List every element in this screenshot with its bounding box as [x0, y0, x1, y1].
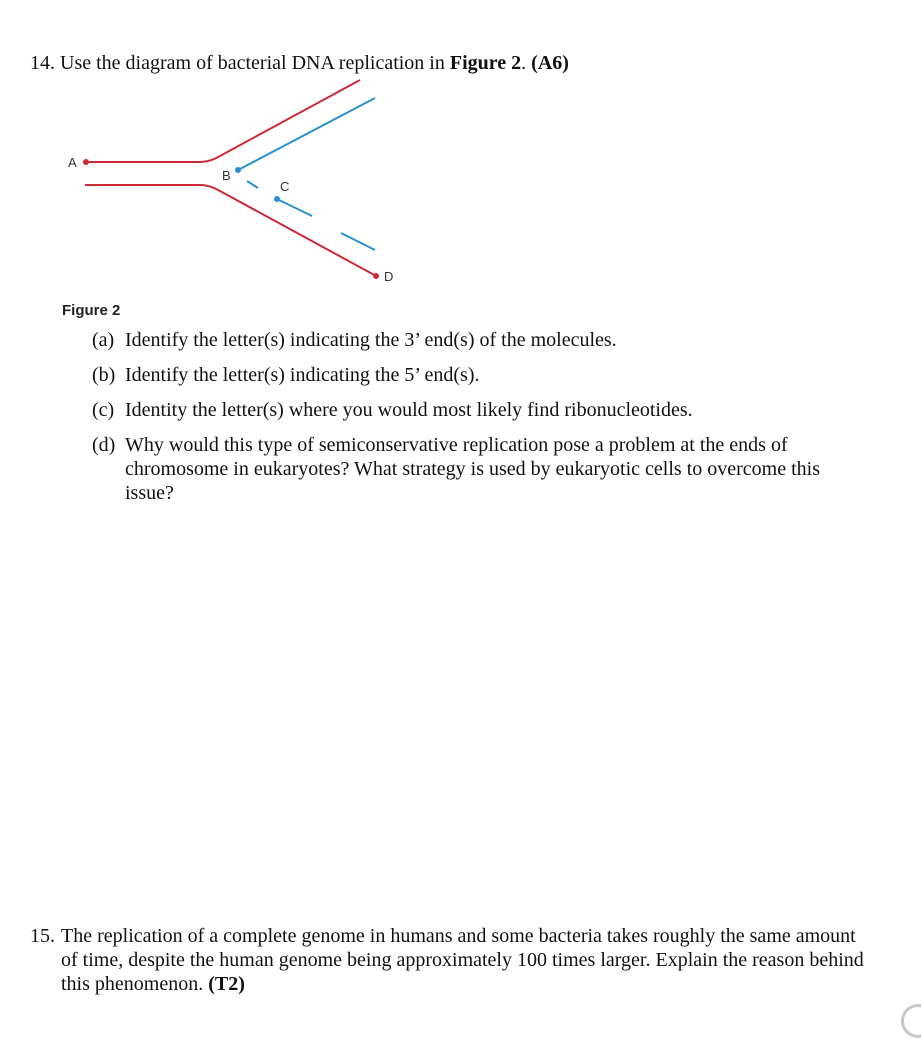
label-d: D [384, 269, 394, 284]
okazaki-fragment-1 [247, 181, 258, 188]
replication-fork-diagram [60, 70, 400, 295]
part-a-label: (a) [92, 329, 115, 351]
question-14-figure-ref: Figure 2 [449, 52, 522, 74]
figure-caption: Figure 2 [62, 302, 121, 319]
label-b: B [222, 168, 231, 183]
corner-circle-icon [901, 1004, 921, 1038]
parent-strand-top [88, 80, 360, 162]
question-14-code: (A6) [531, 52, 569, 74]
part-a-text: Identify the letter(s) indicating the 3’ end(s) of the molecules. [125, 329, 617, 351]
part-b [92, 363, 862, 387]
part-c [92, 398, 862, 422]
label-c: C [280, 179, 290, 194]
part-d-label: (d) [92, 434, 116, 456]
part-b-label: (b) [92, 364, 116, 386]
parent-strand-bottom [85, 185, 378, 277]
point-a-marker [83, 159, 89, 165]
question-14-number: 14. [30, 52, 55, 74]
part-c-label: (c) [92, 399, 115, 421]
point-d-marker [373, 273, 379, 279]
okazaki-fragment-2 [277, 199, 312, 216]
part-c-text: Identity the letter(s) where you would most likely find ribonucleotides. [125, 399, 693, 421]
question-14-period: . [521, 52, 527, 74]
part-d-text: Why would this type of semiconservative replication pose a problem at the ends of chromosome in eukaryotes? What strategy is used by eukaryotic cells to overcome this issue? [125, 434, 820, 504]
dna-replication-figure [60, 70, 400, 295]
okazaki-fragment-3 [341, 233, 375, 250]
question-15-code: (T2) [208, 973, 245, 995]
question-15 [30, 924, 870, 996]
label-a: A [68, 155, 77, 170]
question-15-text: The replication of a complete genome in humans and some bacteria takes roughly the same amount of time, despite the human genome being approximately 100 times larger. Explain the reason behind this phenomenon. [61, 925, 864, 995]
question-15-number: 15. [30, 925, 55, 947]
point-b-marker [235, 167, 241, 173]
question-14-text: Use the diagram of bacterial DNA replication in [60, 52, 445, 74]
part-b-text: Identify the letter(s) indicating the 5’ end(s). [125, 364, 480, 386]
question-14-parts [92, 328, 862, 516]
part-d [92, 433, 862, 505]
part-a [92, 328, 862, 352]
point-c-marker [274, 196, 280, 202]
